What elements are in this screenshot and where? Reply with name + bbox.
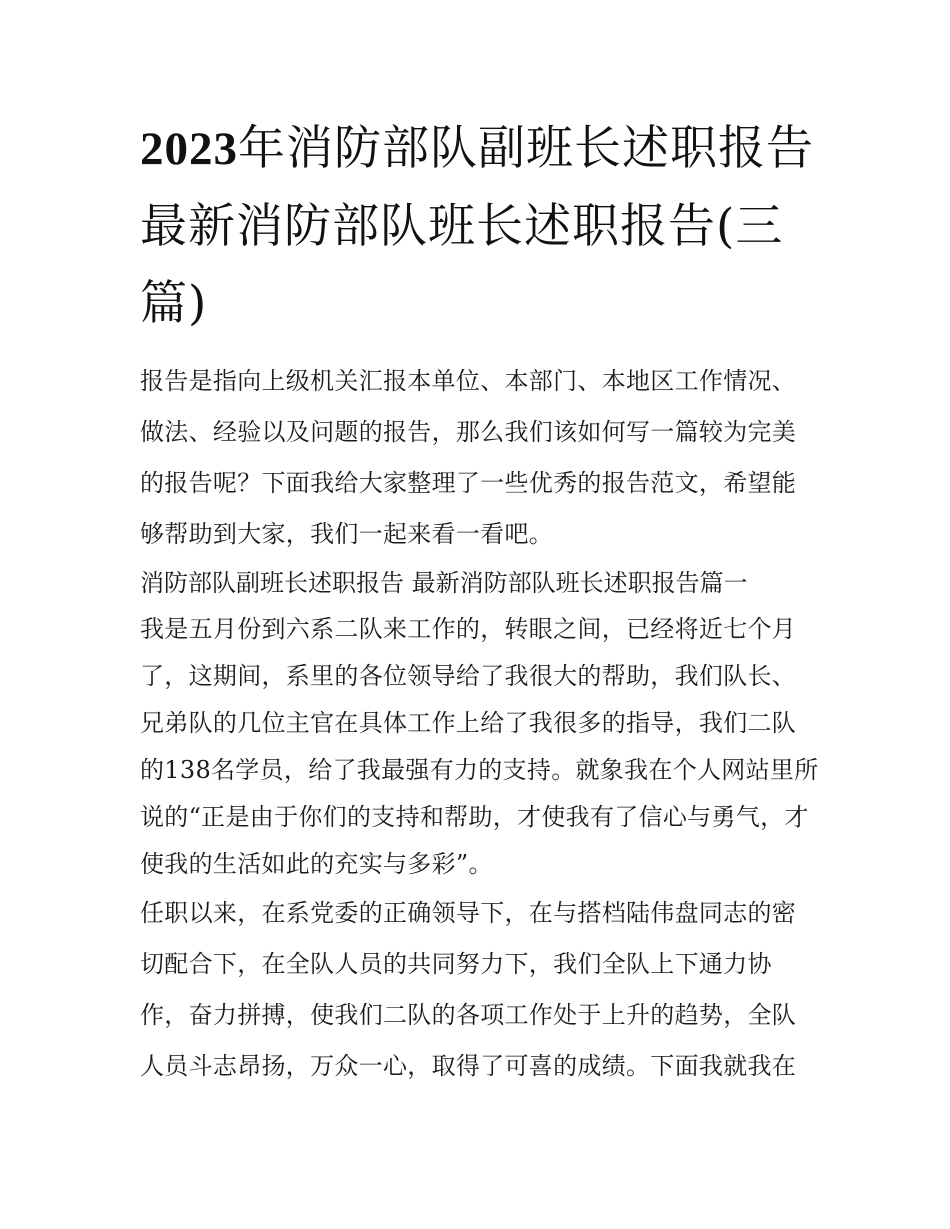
title-year: 2023 [140, 123, 238, 175]
body-paragraph-2: 任职以来，在系党委的正确领导下，在与搭档陆伟盘同志的密切配合下，在全队人员的共同努力下，我们全队上下通力协作，奋力拼搏，使我们二队的各项工作处于上升的趋势，全队人员斗志昂扬，万众一心，取得了可喜的成绩。下面我就我在 [140, 899, 797, 1080]
title-text: 年消防部队副班长述职报告 最新消防部队班长述职报告(三篇) [140, 121, 814, 331]
intro-paragraph: 报告是指向上级机关汇报本单位、本部门、本地区工作情况、做法、经验以及问题的报告，那么我们该如何写一篇较为完美的报告呢？下面我给大家整理了一些优秀的报告范文，希望能够帮助到大家，我们一起来看一看吧。 [140, 367, 797, 548]
document-body [140, 356, 820, 1092]
section-heading: 消防部队副班长述职报告 最新消防部队班长述职报告篇一 [140, 569, 748, 597]
document-title [140, 110, 820, 342]
body-paragraph-1: 我是五月份到六系二队来工作的，转眼之间，已经将近七个月了，这期间，系里的各位领导给了我很大的帮助，我们队长、兄弟队的几位主官在具体工作上给了我很多的指导，我们二队的138名学员，给了我最强有力的支持。就象我在个人网站里所说的“正是由于你们的支持和帮助，才使我有了信心与勇气，才使我的生活如此的充实与多彩”。 [140, 615, 819, 878]
